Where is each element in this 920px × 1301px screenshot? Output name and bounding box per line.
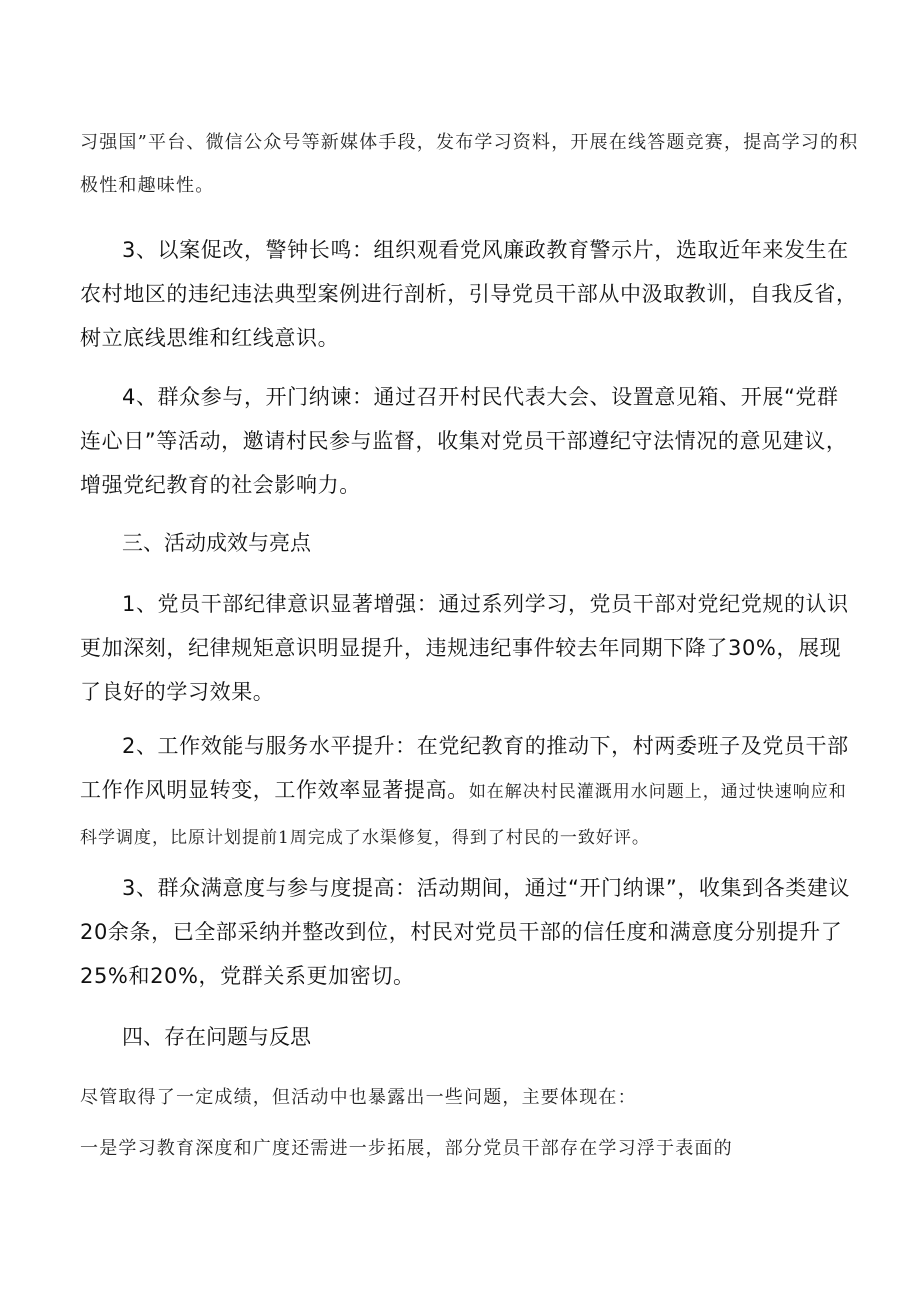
paragraph-item-3-case-study: 3、以案促改，警钟长鸣：组织观看党风廉政教育警示片，选取近年来发生在农村地区的违纪违法典型案例进行剖析，引导党员干部从中汲取教训，自我反省，树立底线思维和红线意识。	[80, 238, 858, 350]
paragraph-continuation: 习强国”平台、微信公众号等新媒体手段，发布学习资料，开展在线答题竞赛，提高学习的积极性和趣味性。	[80, 132, 859, 196]
section-heading-problems: 四、存在问题与反思	[122, 1025, 311, 1049]
result-2-example-text: 如在解决村民灌溉用水问题上，通过快速响应和科学调度，比原计划提前1周完成了水渠修复，得到了村民的一致好评。	[80, 782, 847, 848]
result-2-main-text: 2、工作效能与服务水平提升：在党纪教育的推动下，村两委班子及党员干部工作作风明显转变，工作效率显著提高。	[80, 734, 849, 802]
paragraph-problem-1: 一是学习教育深度和广度还需进一步拓展，部分党员干部存在学习浮于表面的	[80, 1138, 733, 1159]
paragraph-item-4-public-participation: 4、群众参与，开门纳谏：通过召开村民代表大会、设置意见箱、开展“党群连心日”等活动，邀请村民参与监督，收集对党员干部遵纪守法情况的意见建议，增强党纪教育的社会影响力。	[80, 385, 848, 497]
paragraph-problems-intro: 尽管取得了一定成绩，但活动中也暴露出一些问题，主要体现在：	[80, 1087, 637, 1108]
paragraph-result-3-satisfaction: 3、群众满意度与参与度提高：活动期间，通过“开门纳课”，收集到各类建议20余条，已全部采纳并整改到位，村民对党员干部的信任度和满意度分别提升了25%和20%，党群关系更加密切。	[80, 876, 851, 988]
paragraph-result-1-discipline: 1、党员干部纪律意识显著增强：通过系列学习，党员干部对党纪党规的认识更加深刻，纪律规矩意识明显提升，违规违纪事件较去年同期下降了30%，展现了良好的学习效果。	[80, 592, 849, 704]
section-heading-results: 三、活动成效与亮点	[122, 531, 311, 555]
paragraph-result-2-efficiency	[80, 724, 860, 860]
